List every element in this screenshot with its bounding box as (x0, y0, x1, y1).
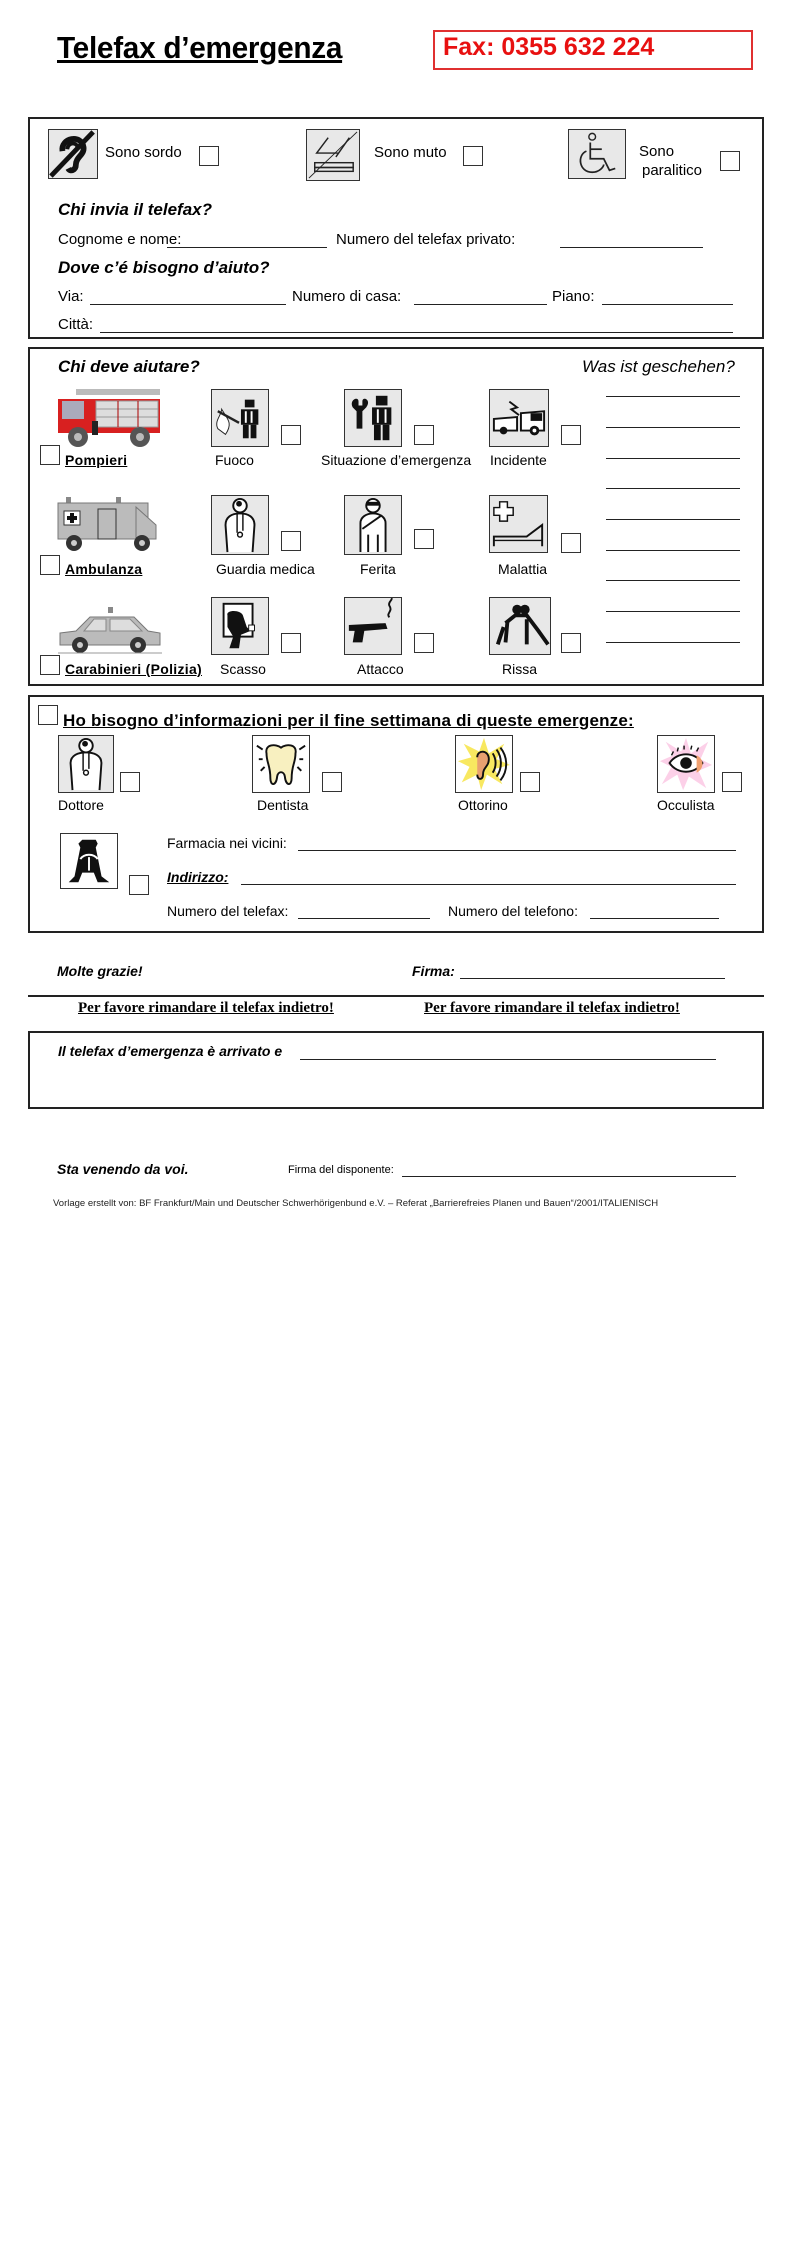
page-title: Telefax d’emergenza (57, 30, 343, 65)
ent-checkbox[interactable] (520, 772, 540, 792)
what-happened-heading: Was ist geschehen? (582, 357, 735, 376)
street-label: Via: (58, 288, 84, 305)
what-happened-line-8[interactable] (606, 611, 740, 612)
pharmacy-phone-field[interactable] (590, 918, 719, 919)
eye-doctor-label: Occulista (657, 797, 715, 813)
doctor-icon (211, 495, 269, 555)
attack-label: Attacco (357, 661, 404, 677)
police-car-icon (56, 605, 164, 655)
mute-checkbox[interactable] (463, 146, 483, 166)
gun-icon (344, 597, 402, 655)
deaf-checkbox[interactable] (199, 146, 219, 166)
police-label: Carabinieri (Polizia) (65, 661, 202, 677)
illness-label: Malattia (498, 561, 548, 577)
thanks-text: Molte grazie! (57, 963, 143, 979)
eye-doctor-checkbox[interactable] (722, 772, 742, 792)
address-field[interactable] (241, 884, 736, 885)
ambulance-label: Ambulanza (65, 561, 143, 577)
wheelchair-icon (568, 129, 626, 179)
fight-icon (489, 597, 551, 655)
fire-service-label: Pompieri (65, 452, 128, 468)
coming-text: Sta venendo da voi. (57, 1161, 189, 1177)
accident-label: Incidente (490, 452, 547, 468)
what-happened-line-2[interactable] (606, 427, 740, 428)
help-heading: Chi deve aiutare? (58, 357, 200, 376)
medical-service-label: Guardia medica (216, 561, 315, 577)
what-happened-line-6[interactable] (606, 550, 740, 551)
brawl-label: Rissa (502, 661, 538, 677)
what-happened-line-1[interactable] (606, 396, 740, 397)
what-happened-line-5[interactable] (606, 519, 740, 520)
floor-field[interactable] (602, 304, 733, 305)
firefighter-hose-icon (211, 389, 269, 447)
paralysed-label-line2: paralitico (642, 162, 703, 179)
private-fax-label: Numero del telefax privato: (336, 231, 516, 248)
private-fax-field[interactable] (560, 247, 703, 248)
ear-icon (455, 735, 513, 793)
arrived-field[interactable] (300, 1059, 716, 1060)
paralysed-label-line1: Sono (639, 143, 675, 160)
ambulance-icon (56, 495, 164, 555)
fax-number-box (433, 30, 753, 70)
location-heading: Dove c’é bisogno d’aiuto? (58, 258, 270, 277)
injury-label: Ferita (360, 561, 396, 577)
doctor-label: Dottore (58, 797, 104, 813)
reply-section (28, 1031, 764, 1109)
pharmacy-fax-label: Numero del telefax: (167, 903, 289, 919)
mute-speech-icon (306, 129, 360, 181)
dispatcher-signature-field[interactable] (402, 1176, 736, 1177)
car-crash-icon (489, 389, 549, 447)
signature-field[interactable] (460, 978, 725, 979)
what-happened-line-3[interactable] (606, 458, 740, 459)
burglary-label: Scasso (220, 661, 266, 677)
what-happened-line-4[interactable] (606, 488, 740, 489)
house-number-field[interactable] (414, 304, 547, 305)
city-label: Città: (58, 316, 94, 333)
doctor-checkbox[interactable] (120, 772, 140, 792)
fire-service-checkbox[interactable] (40, 445, 60, 465)
injured-person-icon (344, 495, 402, 555)
burglary-checkbox[interactable] (281, 633, 301, 653)
doctor-icon (58, 735, 114, 793)
emergency-situation-label: Situazione d’emergenza (321, 452, 472, 468)
sender-heading: Chi invia il telefax? (58, 200, 212, 219)
police-checkbox[interactable] (40, 655, 60, 675)
floor-label: Piano: (552, 288, 595, 305)
mute-label: Sono muto (374, 144, 447, 161)
brawl-checkbox[interactable] (561, 633, 581, 653)
fire-label: Fuoco (215, 452, 254, 468)
name-label: Cognome e nome: (58, 231, 182, 248)
pharmacy-field[interactable] (298, 850, 736, 851)
what-happened-line-7[interactable] (606, 580, 740, 581)
fire-truck-icon (56, 387, 166, 449)
divider (28, 995, 764, 997)
signature-label: Firma: (412, 963, 455, 979)
tooth-icon (252, 735, 310, 793)
pharmacy-checkbox[interactable] (129, 875, 149, 895)
weekend-info-heading: Ho bisogno d’informazioni per il fine settimana di queste emergenze: (63, 711, 634, 730)
paralysed-checkbox[interactable] (720, 151, 740, 171)
fire-checkbox[interactable] (281, 425, 301, 445)
pharmacy-phone-label: Numero del telefono: (448, 903, 578, 919)
dispatcher-signature-label: Firma del disponente: (288, 1164, 394, 1176)
house-number-label: Numero di casa: (292, 288, 402, 305)
eye-icon (657, 735, 715, 793)
sick-bed-icon (489, 495, 548, 553)
street-field[interactable] (90, 304, 286, 305)
address-label: Indirizzo: (167, 869, 229, 885)
emergency-situation-checkbox[interactable] (414, 425, 434, 445)
return-note-2: Per favore rimandare il telefax indietro! (424, 1000, 680, 1016)
pharmacy-fax-field[interactable] (298, 918, 430, 919)
deaf-ear-icon (48, 129, 98, 179)
sender-section (28, 117, 764, 339)
medical-service-checkbox[interactable] (281, 531, 301, 551)
ambulance-checkbox[interactable] (40, 555, 60, 575)
what-happened-line-9[interactable] (606, 642, 740, 643)
dentist-label: Dentista (257, 797, 309, 813)
arrived-label: Il telefax d’emergenza è arrivato e (58, 1043, 283, 1059)
ent-label: Ottorino (458, 797, 508, 813)
return-note-1: Per favore rimandare il telefax indietro! (78, 1000, 334, 1016)
deaf-label: Sono sordo (105, 144, 182, 161)
help-section (28, 347, 764, 686)
pharmacy-label: Farmacia nei vicini: (167, 835, 287, 851)
accident-checkbox[interactable] (561, 425, 581, 445)
injury-checkbox[interactable] (414, 529, 434, 549)
weekend-info-section (28, 695, 764, 933)
weekend-info-checkbox[interactable] (38, 705, 58, 725)
city-field[interactable] (100, 332, 733, 333)
fax-number: Fax: 0355 632 224 (443, 33, 655, 61)
burglar-icon (211, 597, 269, 655)
illness-checkbox[interactable] (561, 533, 581, 553)
attack-checkbox[interactable] (414, 633, 434, 653)
dentist-checkbox[interactable] (322, 772, 342, 792)
credit-text: Vorlage erstellt von: BF Frankfurt/Main und Deutscher Schwerhörigenbund e.V. – Referat „Barrierefreies Planen und Bauen“/2001/ITALIENISCH (53, 1198, 659, 1209)
pharmacy-icon (60, 833, 118, 889)
name-field[interactable] (167, 247, 327, 248)
technical-rescue-icon (344, 389, 402, 447)
